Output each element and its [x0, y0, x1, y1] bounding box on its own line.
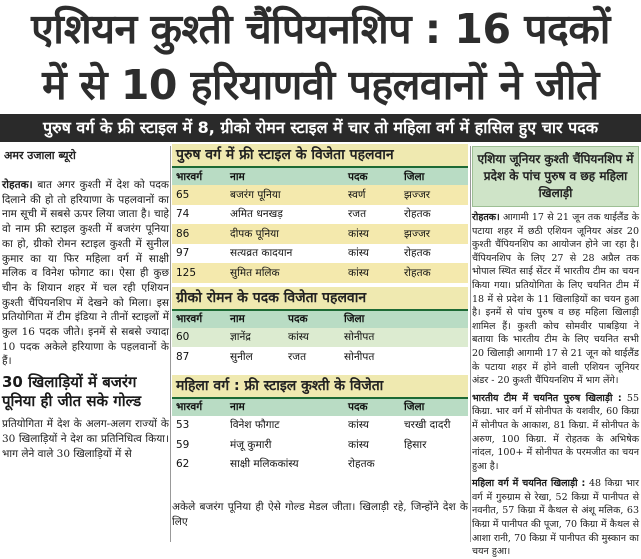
header-district: जिला — [400, 168, 468, 185]
right-box-title: एशिया जूनियर कुश्ती चैंपियनशिप में प्रदेश के पांच पुरुष व छह महिला खिलाड़ी — [472, 146, 639, 207]
table-row — [172, 205, 468, 225]
right-paragraph-women — [472, 477, 639, 559]
cell-name: दीपक पूनिया — [226, 224, 344, 244]
left-dateline: रोहतक। — [2, 179, 33, 191]
greco-table — [172, 311, 468, 367]
header-weight: भारवर्ग — [172, 168, 226, 185]
cell-name: अमित धनखड़ — [226, 205, 344, 225]
women-table-title: महिला वर्ग : फ्री स्टाइल कुश्ती के विजेता — [172, 375, 468, 397]
women-header-row — [172, 399, 468, 416]
table-row — [172, 263, 468, 283]
freestyle-table — [172, 168, 468, 283]
cell-district — [400, 455, 468, 475]
cell-weight: 87 — [172, 347, 226, 367]
left-subheading: 30 खिलाड़ियों में बजरंग पूनिया ही जीत सके गोल्ड — [2, 373, 142, 411]
cell-medal: कांस्य — [344, 263, 400, 283]
header-weight: भारवर्ग — [172, 399, 226, 416]
header-weight: भारवर्ग — [172, 311, 226, 328]
cell-medal: कांस्य — [344, 224, 400, 244]
men-text: 55 किग्रा. भार वर्ग में सोनीपत के यशवीर, 60 किग्रा में सोनीपत के आकाश, 81 किग्रा. में सोनीपत के अरुण, 100 किग्रा. में रोहतक के अभिषेक नांदल, 100+ में सोनीपत के परमजीत का चयन हुआ है। — [472, 392, 639, 472]
table-row — [172, 328, 468, 348]
table-row — [172, 455, 468, 475]
left-para1-text: बात अगर कुश्ती में देश को पदक दिलाने की हो तो हरियाणा के पहलवानों का नाम सूची में सबसे ऊपर लिया जाता है। चाहे वो नाम फ्री स्टाइल कुश्ती में बजरंग पूनिया का हो, ग्रीको रोमन स्टाइल कुश्ती में सुनील कुमार का या फिर महिला वर्ग में साक्षी मलिक व विनेश फोगाट का। ऐसा ही कुछ चीन के शियान शहर में चल रही एशियन कुश्ती चैंपियनशिप में देखने को मिला। इस प्रतियोगिता में टीम इंडिया ने तीनों स्टाइलों में कुल 16 पदक जीते। इनमें से सबसे ज्यादा 10 पदक अकेले हरियाणा के पहलवानों के हैं। — [2, 179, 169, 368]
header-name: नाम — [226, 399, 344, 416]
table-row — [172, 435, 468, 455]
byline: अमर उजाला ब्यूरो — [4, 149, 76, 162]
cell-district: झज्जर — [400, 224, 468, 244]
cell-weight: 125 — [172, 263, 226, 283]
cell-district: रोहतक — [400, 205, 468, 225]
middle-bottom-text: अकेले बजरंग पूनिया ही ऐसे गोल्ड मेडल जीता। खिलाड़ी रहे, जिन्होंने देश के लिए — [172, 501, 468, 528]
right-dateline: रोहतक। — [472, 212, 500, 223]
middle-column — [172, 144, 468, 474]
cell-medal: स्वर्ण — [344, 185, 400, 205]
cell-medal: रजत — [344, 205, 400, 225]
cell-name: ज्ञानेंद्र — [226, 328, 284, 348]
cell-district: चरखी दादरी — [400, 416, 468, 436]
cell-medal: रजत — [284, 347, 340, 367]
column-divider-right — [470, 146, 471, 542]
cell-weight: 59 — [172, 435, 226, 455]
header-name: नाम — [226, 168, 344, 185]
cell-name: बजरंग पूनिया — [226, 185, 344, 205]
cell-medal: कांस्य — [344, 435, 400, 455]
cell-weight: 97 — [172, 244, 226, 264]
left-column — [2, 178, 169, 461]
freestyle-table-title: पुरुष वर्ग में फ्री स्टाइल के विजेता पहलवान — [172, 144, 468, 166]
cell-district: झज्जर — [400, 185, 468, 205]
cell-district: रोहतक — [400, 263, 468, 283]
cell-weight: 60 — [172, 328, 226, 348]
table-row — [172, 347, 468, 367]
table-row — [172, 244, 468, 264]
cell-weight: 74 — [172, 205, 226, 225]
header-medal: पदक — [344, 168, 400, 185]
column-divider-left — [170, 146, 171, 542]
right-paragraph-men — [472, 392, 639, 474]
cell-medal: कांस्य — [344, 416, 400, 436]
cell-medal: कांस्य — [344, 244, 400, 264]
left-paragraph-1 — [2, 178, 169, 369]
table-row — [172, 185, 468, 205]
right-para1-text: आगामी 17 से 21 जून तक थाईलैंड के पटाया शहर में छठी एशियन जूनियर अंडर 20 कुश्ती चैंपियनशिप का आयोजन होने जा रहा है। चैंपियनशिप के लिए 27 से 28 अप्रैल तक भोपाल स्थित साई सेंटर में भारतीय टीम का चयन किया गया। प्रतियोगिता के लिए चयनित टीम में 18 में से प्रदेश के 11 खिलाड़ियों का चयन हुआ है। इनमें से पांच पुरुष व छह महिला खिलाड़ी शामिल हैं। कुश्ती कोच सोमवीर पाबड़िया ने बताया कि भारतीय टीम के लिए चयनित सभी 20 खिलाड़ी आगामी 17 से 21 जून को थाईलैंड के पटाया शहर में होने वाली एशियन जूनियर अंडर - 20 कुश्ती चैंपियनशिप में भाग लेंगे। — [472, 212, 639, 387]
women-text: 48 किग्रा भार वर्ग में गुरुग्राम से रेखा, 52 किग्रा में पानीपत से नवनीत, 57 किग्रा में कैथल से अंशू मलिक, 63 किग्रा में पानीपत की पूजा, 70 किग्रा में कैथल से आशा रानी, 70 किग्रा में पानीपत की मुस्कान का चयन हुआ। — [472, 478, 640, 558]
men-label: भारतीय टीम में चयनित पुरुष खिलाड़ी : — [472, 392, 622, 404]
cell-weight: 65 — [172, 185, 226, 205]
cell-name: मंजू कुमारी — [226, 435, 344, 455]
greco-header-row — [172, 311, 468, 328]
cell-weight: 53 — [172, 416, 226, 436]
cell-medal: कांस्य — [284, 328, 340, 348]
cell-district: रोहतक — [400, 244, 468, 264]
greco-table-title: ग्रीको रोमन के पदक विजेता पहलवान — [172, 287, 468, 309]
right-column — [472, 146, 639, 559]
header-name: नाम — [226, 311, 284, 328]
cell-name: साक्षी मलिककांस्य — [226, 455, 344, 475]
header-medal: पदक — [284, 311, 340, 328]
headline-line-2: में से 10 हरियाणवी पहलवानों ने जीते — [42, 61, 599, 109]
cell-name: विनेश फौगाट — [226, 416, 344, 436]
left-paragraph-2: प्रतियोगिता में देश के अलग-अलग राज्यों के 30 खिलाड़ियों ने देश का प्रतिनिधित्व किया। भाग लेने वाले 30 खिलाड़ियों में से — [2, 418, 169, 460]
headline-line-1: एशियन कुश्ती चैंपियनशिप : 16 पदकों — [31, 5, 610, 53]
women-label: महिला वर्ग में चयनित खिलाड़ी : — [472, 478, 586, 490]
cell-name: सुमित मलिक — [226, 263, 344, 283]
cell-weight: 62 — [172, 455, 226, 475]
header-district: जिला — [340, 311, 468, 328]
cell-name: सत्यव्रत कादयान — [226, 244, 344, 264]
header-medal: पदक — [344, 399, 400, 416]
women-table — [172, 399, 468, 475]
cell-weight: 86 — [172, 224, 226, 244]
cell-medal: रोहतक — [344, 455, 400, 475]
table-row — [172, 416, 468, 436]
cell-name: सुनील — [226, 347, 284, 367]
subheadline-bar: पुरुष वर्ग के फ्री स्टाइल में 8, ग्रीको रोमन स्टाइल में चार तो महिला वर्ग में हासिल हुए चार पदक — [0, 114, 641, 142]
freestyle-header-row — [172, 168, 468, 185]
cell-district: सोनीपत — [340, 347, 468, 367]
right-paragraph-1 — [472, 211, 639, 388]
header-district: जिला — [400, 399, 468, 416]
cell-district: सोनीपत — [340, 328, 468, 348]
table-row — [172, 224, 468, 244]
cell-district: हिसार — [400, 435, 468, 455]
